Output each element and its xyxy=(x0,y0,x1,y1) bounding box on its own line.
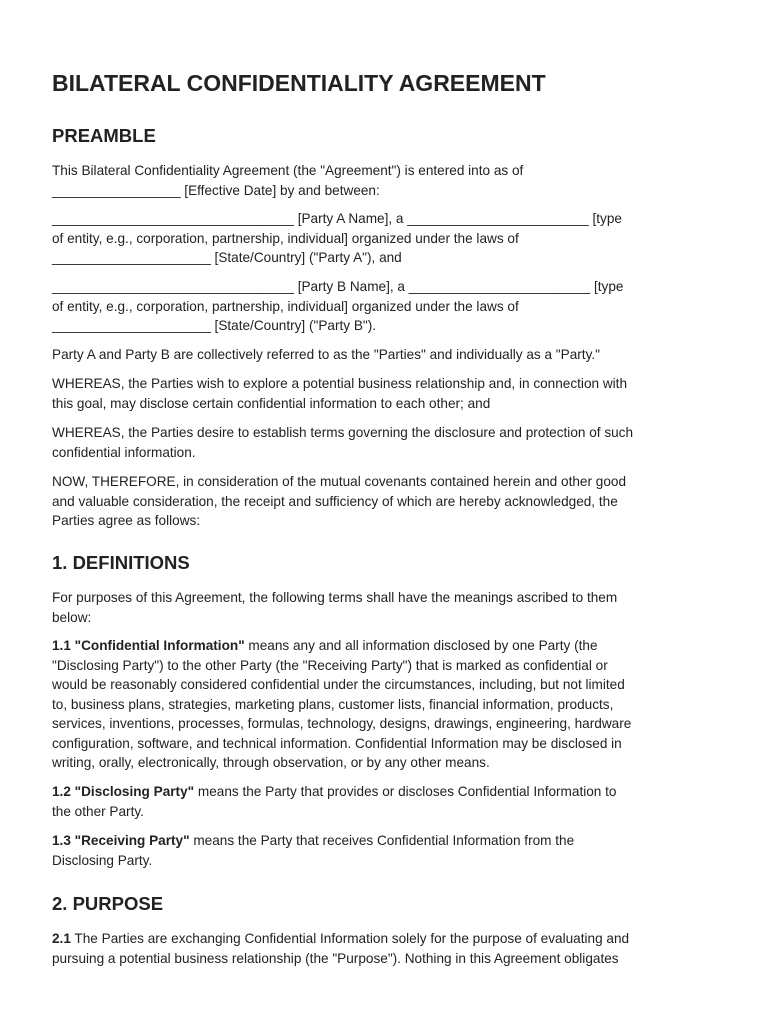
clause-number: 2.1 xyxy=(52,931,71,946)
purpose-paragraph xyxy=(52,929,720,968)
party-b-name-line: ________________________________ [Party B Name], a ________________________ [type xyxy=(52,279,624,294)
text-line: below: xyxy=(52,609,92,625)
party-a-name-line: ________________________________ [Party A Name], a ________________________ [type xyxy=(52,211,622,226)
purpose-heading: 2. PURPOSE xyxy=(52,893,164,914)
party-b-paragraph xyxy=(52,277,720,336)
text-line: means the Party that provides or discloses Confidential Information to xyxy=(194,784,617,799)
text-line: to, business plans, strategies, marketing plans, customer lists, financial information, products, xyxy=(52,696,614,712)
definition-term: 1.2 "Disclosing Party" xyxy=(52,784,195,799)
definition-term: 1.3 "Receiving Party" xyxy=(52,833,190,848)
text-line: NOW, THEREFORE, in consideration of the mutual covenants contained herein and other good xyxy=(52,474,627,489)
preamble-intro-paragraph xyxy=(52,161,720,200)
text-line: confidential information. xyxy=(52,444,196,460)
definitions-intro-paragraph xyxy=(52,588,720,627)
definition-disclosing-party xyxy=(52,782,720,821)
document-title: BILATERAL CONFIDENTIALITY AGREEMENT xyxy=(52,70,546,96)
text-line: services, inventions, processes, formulas, technology, designs, drawings, engineering, hardware xyxy=(52,716,632,731)
preamble-heading: PREAMBLE xyxy=(52,125,156,146)
text-line: of entity, e.g., corporation, partnership, individual] organized under the laws of xyxy=(52,230,519,246)
text-line: configuration, software, and technical information. Confidential Information may be disclosed in xyxy=(52,735,622,751)
text-line: Party A and Party B are collectively referred to as the "Parties" and individually as a "Party." xyxy=(52,347,600,362)
party-a-paragraph xyxy=(52,209,720,268)
text-line: Parties agree as follows: xyxy=(52,513,201,528)
whereas-paragraph-1 xyxy=(52,374,720,413)
text-line: This Bilateral Confidentiality Agreement (the "Agreement") is entered into as of xyxy=(52,163,524,178)
party-b-jurisdiction-line: _____________________ [State/Country] ("Party B"). xyxy=(52,318,377,333)
text-line: this goal, may disclose certain confidential information to each other; and xyxy=(52,395,491,411)
definition-receiving-party xyxy=(52,831,720,870)
text-line: Disclosing Party. xyxy=(52,852,153,868)
whereas-paragraph-2 xyxy=(52,423,720,462)
parties-collective-paragraph xyxy=(52,345,720,365)
party-a-jurisdiction-line: _____________________ [State/Country] ("Party A"), and xyxy=(52,250,402,265)
definitions-heading: 1. DEFINITIONS xyxy=(52,552,190,573)
now-therefore-paragraph xyxy=(52,472,720,531)
text-line: and valuable consideration, the receipt and sufficiency of which are hereby acknowledged, the xyxy=(52,493,618,509)
text-line: "Disclosing Party") to the other Party (the "Receiving Party") that is marked as confidential or xyxy=(52,657,608,673)
text-line: writing, orally, electronically, through observation, or by any other means. xyxy=(52,755,490,770)
text-line: For purposes of this Agreement, the following terms shall have the meanings ascribed to them xyxy=(52,590,618,605)
text-line: pursuing a potential business relationship (the "Purpose"). Nothing in this Agreement obligates xyxy=(52,950,619,966)
text-line: means the Party that receives Confidential Information from the xyxy=(189,833,575,848)
text-line: The Parties are exchanging Confidential Information solely for the purpose of evaluating and xyxy=(70,931,630,946)
effective-date-line: _________________ [Effective Date] by and between: xyxy=(52,182,380,198)
text-line: means any and all information disclosed by one Party (the xyxy=(244,638,598,653)
text-line: WHEREAS, the Parties desire to establish terms governing the disclosure and protection of such xyxy=(52,425,634,440)
definition-term: 1.1 "Confidential Information" xyxy=(52,638,245,653)
text-line: the other Party. xyxy=(52,803,144,819)
definition-confidential-information xyxy=(52,636,720,773)
text-line: would be reasonably considered confidential under the circumstances, including, but not limited xyxy=(52,677,625,692)
text-line: WHEREAS, the Parties wish to explore a potential business relationship and, in connection with xyxy=(52,376,628,391)
text-line: of entity, e.g., corporation, partnership, individual] organized under the laws of xyxy=(52,298,519,314)
